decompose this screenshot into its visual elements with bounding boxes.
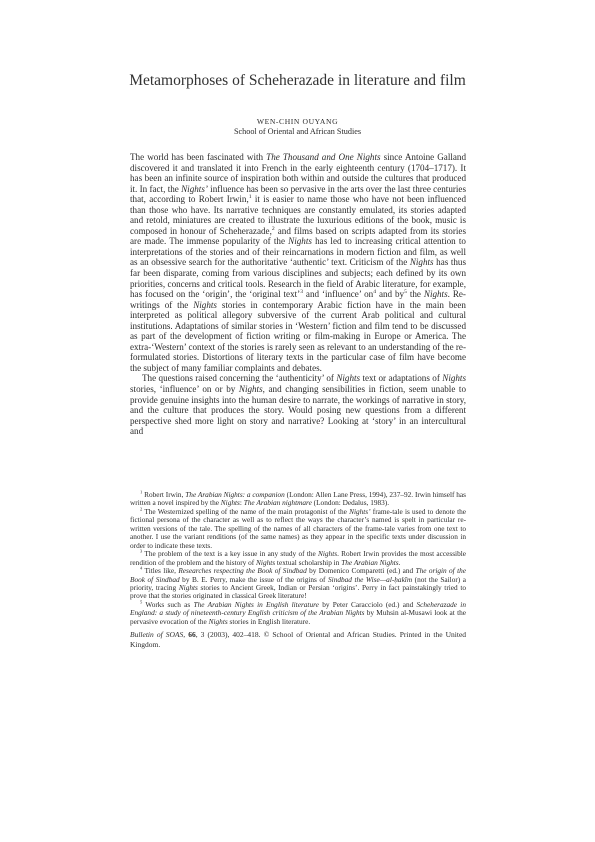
text-run: by Peter Caracciolo (ed.) and: [318, 599, 417, 609]
footnote-ref: 5: [140, 599, 143, 605]
text-run: The world has been fascinated with: [130, 152, 267, 162]
footnote-ref: 2: [271, 225, 275, 232]
text-run: Nights: [193, 299, 217, 310]
text-run: Nights: [288, 236, 312, 247]
text-run: Nights: [220, 498, 240, 508]
footnote-ref: 1: [248, 194, 252, 201]
text-run: stories, ‘influence’ on or by: [130, 384, 239, 395]
text-run: The Thousand and One Nights: [266, 152, 381, 162]
text-run: . Robert Irwin provides the most accessible rendition of the problem and the history of: [130, 549, 466, 567]
footnote-ref: 5: [404, 289, 407, 296]
text-run: Nights: [208, 616, 228, 626]
text-run: frame-tale is used to denote the fictional persona of the character as well as to reflect the ways the character’s named is spelt in particular re-written versions of the tale. The spelling of the names of all characters of the frame-tale varies from one text to another. I use the variant renditions (of the same names) as they appear in the specific texts under discussion in order to indicate these texts.: [130, 506, 467, 550]
text-run: ,: [183, 630, 189, 639]
text-run: . Re-writings of the: [130, 289, 466, 310]
text-run: The origin of the Book of Sindbad: [130, 566, 466, 584]
text-run: (London: Dedalus, 1983).: [311, 498, 390, 508]
text-run: 66: [188, 630, 196, 639]
text-run: Titles like,: [142, 566, 179, 576]
text-run: The questions raised concerning the ‘authenticity’ of: [142, 373, 337, 384]
text-run: Works such as: [142, 599, 194, 609]
text-run: stories to Ancient Greek, Indian or Persian ‘origins’. Perry in fact painstakingly tried to prove that the stories originated in classical Greek literature!: [130, 582, 467, 601]
footnote-ref: 3: [140, 548, 143, 554]
text-run: The Arabian Nights: [341, 557, 399, 567]
text-run: text or adaptations of: [360, 373, 443, 384]
text-run: .: [398, 557, 401, 567]
text-run: Researches respecting the Book of Sindbad: [178, 566, 307, 576]
paper-title: Metamorphoses of Scheherazade in literature and film: [129, 72, 466, 89]
text-run: The problem of the text is a key issue in any study of the: [142, 549, 319, 559]
journal-citation: [130, 630, 466, 649]
text-run: (London: Allen Lane Press, 1994), 237–92. Irwin himself has written a novel inspired by the: [130, 490, 467, 508]
text-run: Nights: [423, 289, 448, 300]
text-run: Nights: [442, 373, 467, 384]
text-run: The Arabian Nights: a companion: [185, 490, 285, 499]
text-run: Nights: [178, 582, 198, 592]
text-run: (not the Sailor) a priority, tracing: [130, 574, 466, 592]
footnote: [130, 508, 466, 550]
body-paragraph: [130, 152, 466, 373]
footnote: [130, 550, 466, 567]
text-run: has led to increasing critical attention to interpretations of the stories and of their reincarnations in modern fiction and film, as well as an obsessive search for the authoritative ‘authentic’ text. Criticism of the: [130, 236, 466, 268]
footnote: [130, 601, 466, 626]
text-run: Bulletin of SOAS: [130, 630, 184, 639]
text-run: , and changing sensibilities in fiction, seem unable to provide genuine insights into the human desire to narrate, the workings of narrative in story, and the culture that produces the story. Would posing new questions from a different perspective shed more light on story and narrative? Looking at ‘story’ in an intercultural and: [130, 384, 467, 437]
text-run: Nights’: [349, 506, 371, 516]
text-run: The Arabian Nights in English literature: [193, 599, 319, 609]
text-run: and by: [376, 289, 405, 300]
text-run: Nights: [238, 384, 263, 395]
footnote-ref: 4: [373, 289, 377, 296]
footnote-ref: 1: [140, 489, 143, 495]
text-run: the: [406, 289, 424, 300]
text-run: and ‘influence’ on: [303, 289, 374, 300]
author-name: WEN-CHIN OUYANG: [256, 117, 339, 126]
body-paragraph: [130, 373, 466, 436]
text-run: and films based on scripts adapted from its stories are made. The immense popularity of the: [130, 225, 466, 247]
text-run: textual scholarship in: [275, 557, 342, 567]
text-run: it is easier to name those who have not been influenced than those who have. Its narrative techniques are constantly emulated, its stories adapted and retold, miniatures are created to illustrate the luxurious editions of the book, music is composed in honour of Scheherazade,: [130, 194, 466, 236]
text-run: Scheherazade in England: a study of nineteenth-century English criticism of the Arabian Nights: [130, 599, 466, 618]
footnote: [130, 567, 466, 601]
text-run: stories in contemporary Arabic fiction have in the main been interpreted as political allegory subversive of the current Arab political and cultural institutions. Adaptations of similar stories in ‘Western’ fiction and film tend to be discussed as part of the development of fiction writing or film-making in Europe or America. The extra-‘Western’ context of the stories is rarely seen as relevant to an understanding of the re-formulated stories. Distortions of literary texts in the particular case of film have become the subject of many familiar complaints and debates.: [130, 299, 466, 373]
text-run: Nights: [318, 549, 338, 559]
footnote-ref: 2: [140, 506, 143, 512]
text-run: The Westernized spelling of the name of the main protagonist of the: [142, 506, 350, 516]
text-run: by Muhsin al-Musawi look at the pervasive evocation of the: [130, 608, 466, 626]
text-run: since Antoine Galland discovered it and translated it into French in the early eighteenth century (1704–1717). It has been an infinite source of inspiration both within and outside the cultures that produced it. In fact, the: [130, 152, 467, 194]
text-run: influence has been so pervasive in the arts over the last three centuries that, according to Robert Irwin,: [130, 183, 466, 205]
author-affiliation: School of Oriental and African Studies: [233, 127, 362, 136]
footnote-ref: 4: [140, 565, 143, 571]
text-run: The Arabian nightmare: [243, 498, 312, 508]
footnotes: [130, 491, 466, 626]
text-run: by Domenico Comparetti (ed.) and: [306, 566, 416, 576]
text-run: Sindbad the Wise—al-ḥakīm: [328, 574, 413, 584]
footnote: [130, 491, 466, 508]
text-run: Nights: [256, 557, 276, 567]
text-run: Nights’: [181, 183, 208, 194]
text-run: by B. E. Perry, make the issue of the origins of: [179, 574, 329, 584]
footnote-ref: 3: [300, 289, 304, 296]
text-run: :: [239, 498, 244, 508]
text-run: Nights: [336, 373, 361, 384]
article-body: [130, 152, 466, 437]
text-run: has thus far been disparate, coming from various disciplines and subjects; each defined by its own priorities, concerns and critical tools. Research in the field of Arabic literature, for example, has focused on the ‘origin’, the ‘original text’: [130, 257, 467, 300]
text-run: stories in English literature.: [227, 616, 311, 626]
text-run: Nights: [409, 257, 434, 268]
text-run: , 3 (2003), 402–418. © School of Oriental and African Studies. Printed in the United Kingdom.: [130, 630, 467, 649]
text-run: Robert Irwin,: [142, 490, 186, 499]
